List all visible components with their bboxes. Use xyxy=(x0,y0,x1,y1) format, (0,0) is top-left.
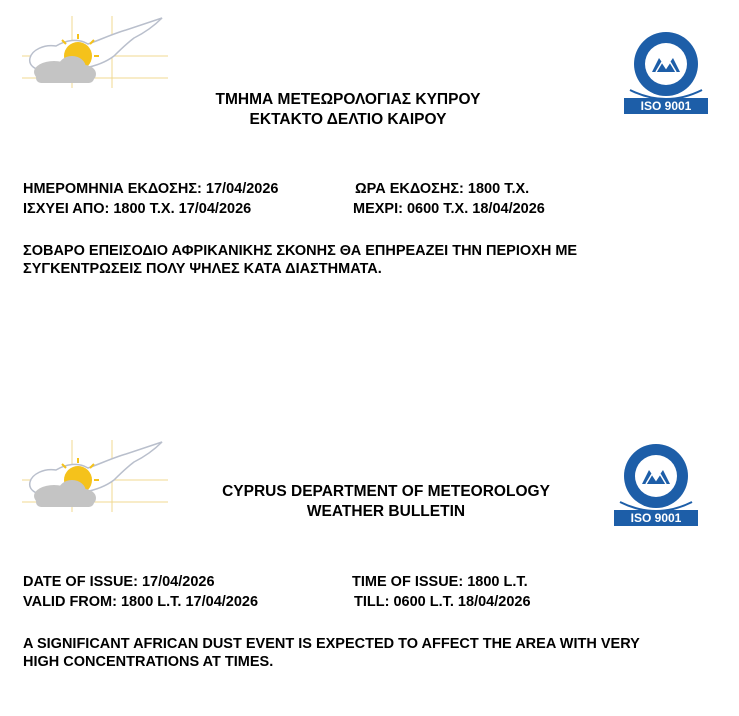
greek-message-line1: ΣΟΒΑΡΟ ΕΠΕΙΣΟΔΙΟ ΑΦΡΙΚΑΝΙΚΗΣ ΣΚΟΝΗΣ ΘΑ ΕΠΗΡΕΑΖΕΙ ΤΗΝ ΠΕΡΙΟΧΗ ΜΕ xyxy=(23,243,578,259)
weather-service-logo-en xyxy=(22,440,168,512)
english-message xyxy=(23,635,723,671)
greek-title-line1: ΤΜΗΜΑ ΜΕΤΕΩΡΟΛΟΓΙΑΣ ΚΥΠΡΟΥ xyxy=(215,91,481,108)
greek-valid-from: ΙΣΧΥΕΙ ΑΠΟ: 1800 Τ.Χ. 17/04/2026 xyxy=(23,201,252,217)
iso-badge-text: ISO 9001 xyxy=(640,99,692,113)
greek-date-of-issue: ΗΜΕΡΟΜΗΝΙΑ ΕΚΔΟΣΗΣ: 17/04/2026 xyxy=(23,181,279,197)
english-title-line2: WEATHER BULLETIN xyxy=(306,503,466,520)
greek-title-line2: ΕΚΤΑΚΤΟ ΔΕΛΤΙΟ ΚΑΙΡΟΥ xyxy=(249,111,447,128)
greek-message xyxy=(23,242,723,278)
iso-9001-logo-en xyxy=(608,440,708,532)
greek-time-of-issue: ΩΡΑ ΕΚΔΟΣΗΣ: 1800 Τ.Χ. xyxy=(355,181,530,197)
iso-badge-text-en: ISO 9001 xyxy=(630,511,682,525)
english-date-of-issue: DATE OF ISSUE: 17/04/2026 xyxy=(23,574,215,590)
english-till: TILL: 0600 L.T. 18/04/2026 xyxy=(354,594,531,610)
greek-message-line2: ΣΥΓΚΕΝΤΡΩΣΕΙΣ ΠΟΛΥ ΨΗΛΕΣ ΚΑΤΑ ΔΙΑΣΤΗΜΑΤΑ. xyxy=(23,261,382,277)
english-valid-from: VALID FROM: 1800 L.T. 17/04/2026 xyxy=(23,594,259,610)
weather-service-logo xyxy=(22,16,168,88)
english-message-line1: A SIGNIFICANT AFRICAN DUST EVENT IS EXPECTED TO AFFECT THE AREA WITH VERY xyxy=(23,636,640,652)
iso-9001-logo xyxy=(618,28,718,120)
english-title-line1: CYPRUS DEPARTMENT OF METEOROLOGY xyxy=(222,483,550,500)
greek-till: ΜΕΧΡΙ: 0600 Τ.Χ. 18/04/2026 xyxy=(353,201,545,217)
english-time-of-issue: TIME OF ISSUE: 1800 L.T. xyxy=(352,574,528,590)
english-message-line2: HIGH CONCENTRATIONS AT TIMES. xyxy=(23,654,274,670)
